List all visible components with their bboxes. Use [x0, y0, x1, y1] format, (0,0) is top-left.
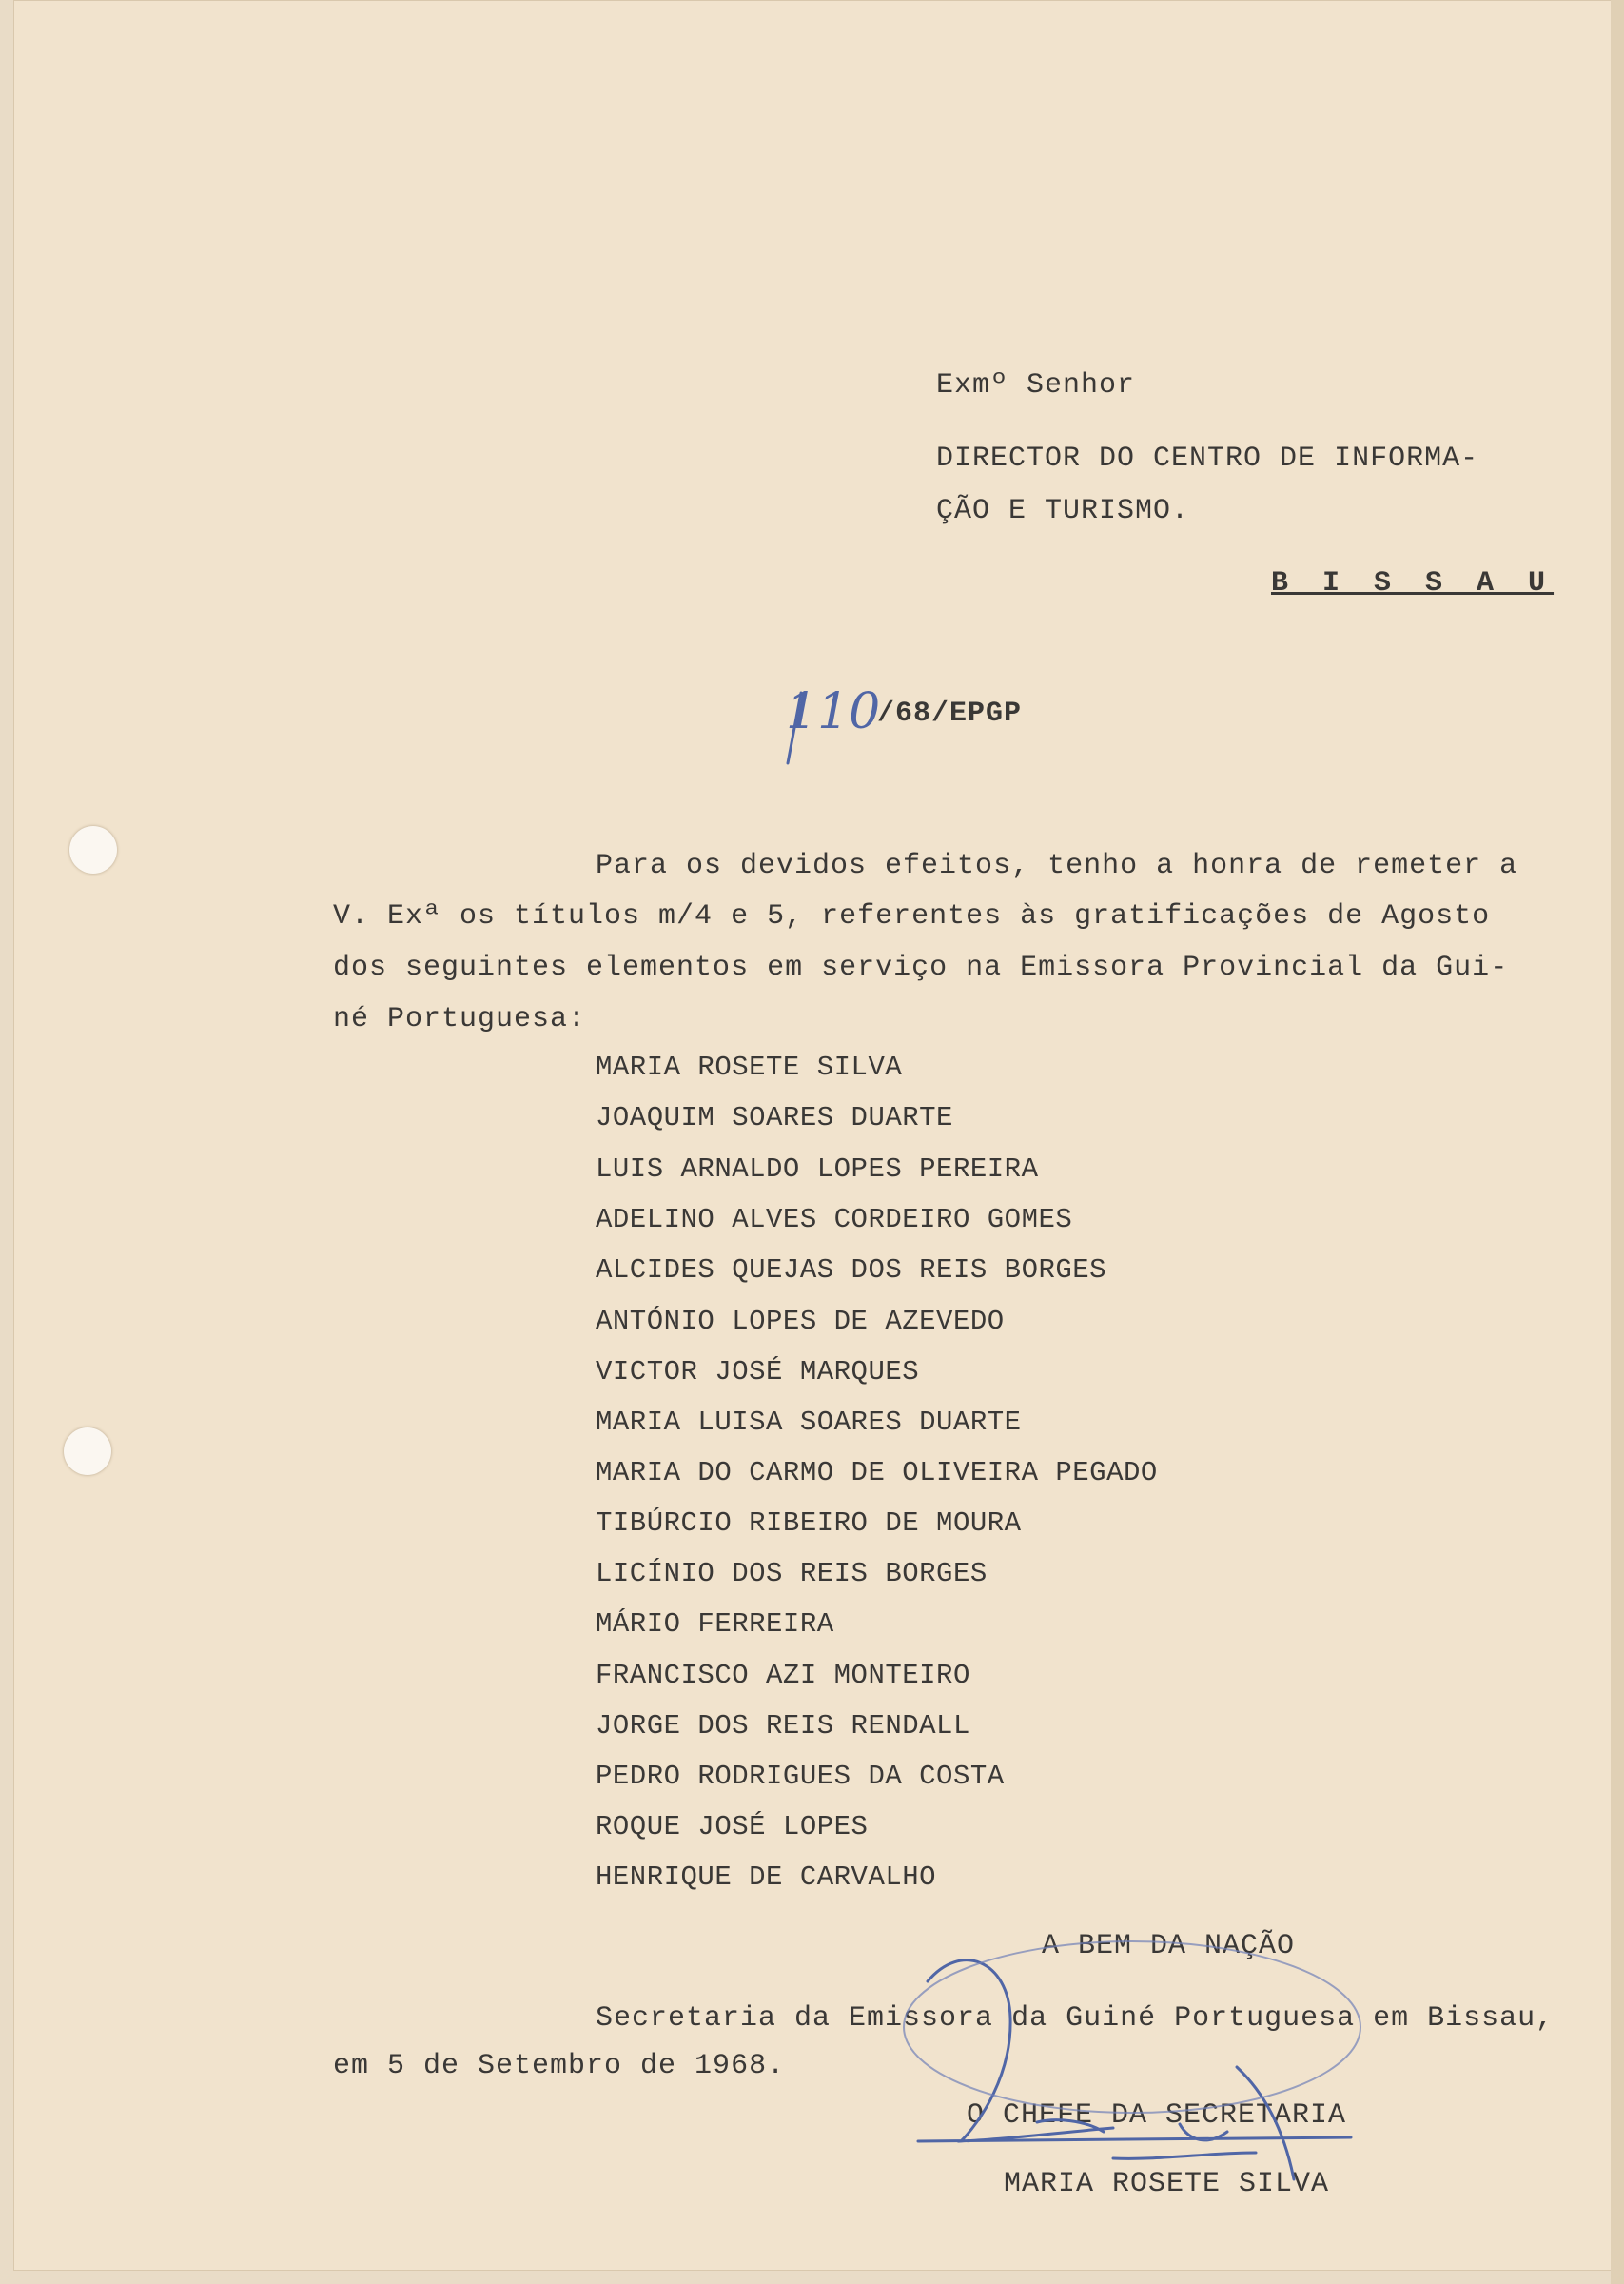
list-item: MARIA LUISA SOARES DUARTE — [596, 1407, 1022, 1438]
list-item: JORGE DOS REIS RENDALL — [596, 1710, 970, 1742]
body-line-4: né Portuguesa: — [333, 1003, 587, 1035]
list-item: PEDRO RODRIGUES DA COSTA — [596, 1761, 1005, 1792]
list-item: MÁRIO FERREIRA — [596, 1608, 834, 1640]
place-line-1: Secretaria da Emissora da Guiné Portuguesa em Bissau, — [596, 2002, 1555, 2035]
place-line-2: em 5 de Setembro de 1968. — [333, 2050, 786, 2082]
list-item: LUIS ARNALDO LOPES PEREIRA — [596, 1153, 1039, 1185]
list-item: ANTÓNIO LOPES DE AZEVEDO — [596, 1306, 1005, 1337]
list-item: ALCIDES QUEJAS DOS REIS BORGES — [596, 1254, 1107, 1286]
list-item: MARIA DO CARMO DE OLIVEIRA PEGADO — [596, 1457, 1158, 1488]
list-item: VICTOR JOSÉ MARQUES — [596, 1356, 920, 1388]
body-line-2: V. Exª os títulos m/4 e 5, referentes às gratificações de Agosto — [333, 900, 1491, 933]
list-item: ROQUE JOSÉ LOPES — [596, 1811, 869, 1842]
salutation: Exmº Senhor — [936, 369, 1136, 402]
signatory-name: MARIA ROSETE SILVA — [1004, 2168, 1330, 2200]
signature-stroke — [918, 1960, 1351, 2179]
motto: A BEM DA NAÇÃO — [1042, 1930, 1296, 1962]
list-item: MARIA ROSETE SILVA — [596, 1052, 903, 1083]
addressee-title-line2: ÇÃO E TURISMO. — [936, 495, 1190, 527]
addressee-city: B I S S A U — [1271, 567, 1555, 600]
reference-slash-stroke — [788, 693, 801, 763]
list-item: JOAQUIM SOARES DUARTE — [596, 1102, 953, 1133]
list-item: ADELINO ALVES CORDEIRO GOMES — [596, 1204, 1073, 1235]
body-line-1: Para os devidos efeitos, tenho a honra de remeter a — [596, 850, 1518, 882]
list-item: HENRIQUE DE CARVALHO — [596, 1861, 937, 1893]
seal-stamp-outline — [904, 1941, 1360, 2113]
body-line-3: dos seguintes elementos em serviço na Emissora Provincial da Gui- — [333, 952, 1509, 984]
list-item: FRANCISCO AZI MONTEIRO — [596, 1660, 970, 1691]
handwritten-reference-number: 110 — [786, 683, 881, 740]
list-item: LICÍNIO DOS REIS BORGES — [596, 1558, 988, 1589]
reference-suffix: /68/EPGP — [877, 698, 1023, 730]
signatory-role: O CHEFE DA SECRETARIA — [967, 2099, 1347, 2132]
list-item: TIBÚRCIO RIBEIRO DE MOURA — [596, 1507, 1022, 1539]
addressee-title-line1: DIRECTOR DO CENTRO DE INFORMA- — [936, 443, 1479, 475]
